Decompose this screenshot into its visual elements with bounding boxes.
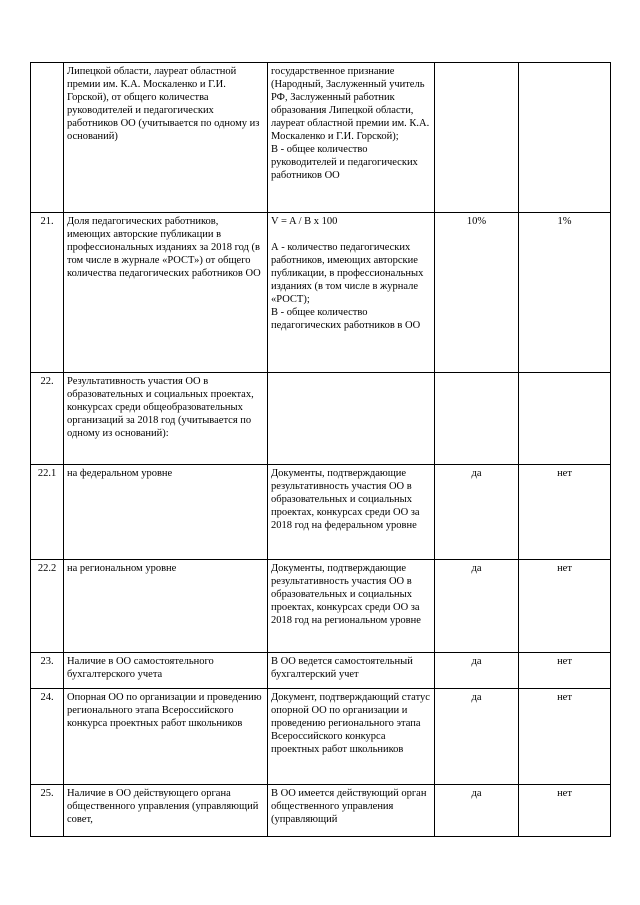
- row-number: 22.2: [31, 560, 64, 653]
- table-row: [31, 63, 611, 213]
- method-cell: Документы, подтверждающие результативность участия ОО в образовательных и социальных проектах, конкурсах среди ОО за 2018 год на региональном уровне: [268, 560, 435, 653]
- table-row: [31, 560, 611, 653]
- criteria-table-body: [31, 63, 611, 837]
- indicator-cell: Доля педагогических работников, имеющих авторские публикации в профессиональных изданиях за 2018 год (в том числе в журнале «РОСТ») от общего количества педагогических работников ОО: [64, 213, 268, 373]
- criteria-table: [30, 62, 611, 837]
- table-row: [31, 653, 611, 689]
- method-cell: V = A / B x 100 А - количество педагогических работников, имеющих авторские публикации, в профессиональных изданиях (в том числе в журнале «РОСТ); В - общее количество педагогических работников в ОО: [268, 213, 435, 373]
- method-cell: Документ, подтверждающий статус опорной ОО по организации и проведению регионального этапа Всероссийского конкурса проектных работ школьников: [268, 689, 435, 785]
- value-cell-1: да: [435, 689, 519, 785]
- table-row: [31, 465, 611, 560]
- row-number: 22.1: [31, 465, 64, 560]
- row-number: 24.: [31, 689, 64, 785]
- method-cell: государственное признание (Народный, Заслуженный учитель РФ, Заслуженный работник образования Липецкой области, лауреат областной премии им. К.А. Москаленко и Г.И. Горской); В - общее количество руководителей и педагогических работников ОО: [268, 63, 435, 213]
- method-cell: [268, 373, 435, 465]
- value-cell-2: 1%: [519, 213, 611, 373]
- row-number: 22.: [31, 373, 64, 465]
- value-cell-1: [435, 63, 519, 213]
- value-cell-1: 10%: [435, 213, 519, 373]
- table-row: [31, 373, 611, 465]
- row-number: [31, 63, 64, 213]
- indicator-cell: Результативность участия ОО в образовательных и социальных проектах, конкурсах среди общеобразовательных организаций за 2018 год (учитывается по одному из оснований):: [64, 373, 268, 465]
- value-cell-2: [519, 63, 611, 213]
- value-cell-2: [519, 373, 611, 465]
- value-cell-2: нет: [519, 465, 611, 560]
- value-cell-2: нет: [519, 653, 611, 689]
- indicator-cell: на федеральном уровне: [64, 465, 268, 560]
- table-row: [31, 689, 611, 785]
- indicator-cell: Липецкой области, лауреат областной премии им. К.А. Москаленко и Г.И. Горской), от общего количества руководителей и педагогических работников ОО (учитывается по одному из оснований): [64, 63, 268, 213]
- value-cell-1: да: [435, 560, 519, 653]
- value-cell-1: да: [435, 785, 519, 837]
- value-cell-1: да: [435, 465, 519, 560]
- method-cell: В ОО имеется действующий орган общественного управления (управляющий: [268, 785, 435, 837]
- method-cell: Документы, подтверждающие результативность участия ОО в образовательных и социальных проектах, конкурсах среди ОО за 2018 год на федеральном уровне: [268, 465, 435, 560]
- row-number: 25.: [31, 785, 64, 837]
- row-number: 23.: [31, 653, 64, 689]
- indicator-cell: Опорная ОО по организации и проведению регионального этапа Всероссийского конкурса проектных работ школьников: [64, 689, 268, 785]
- method-cell: В ОО ведется самостоятельный бухгалтерский учет: [268, 653, 435, 689]
- value-cell-1: да: [435, 653, 519, 689]
- table-row: [31, 785, 611, 837]
- value-cell-1: [435, 373, 519, 465]
- value-cell-2: нет: [519, 689, 611, 785]
- value-cell-2: нет: [519, 785, 611, 837]
- indicator-cell: на региональном уровне: [64, 560, 268, 653]
- table-row: [31, 213, 611, 373]
- indicator-cell: Наличие в ОО действующего органа общественного управления (управляющий совет,: [64, 785, 268, 837]
- row-number: 21.: [31, 213, 64, 373]
- indicator-cell: Наличие в ОО самостоятельного бухгалтерского учета: [64, 653, 268, 689]
- value-cell-2: нет: [519, 560, 611, 653]
